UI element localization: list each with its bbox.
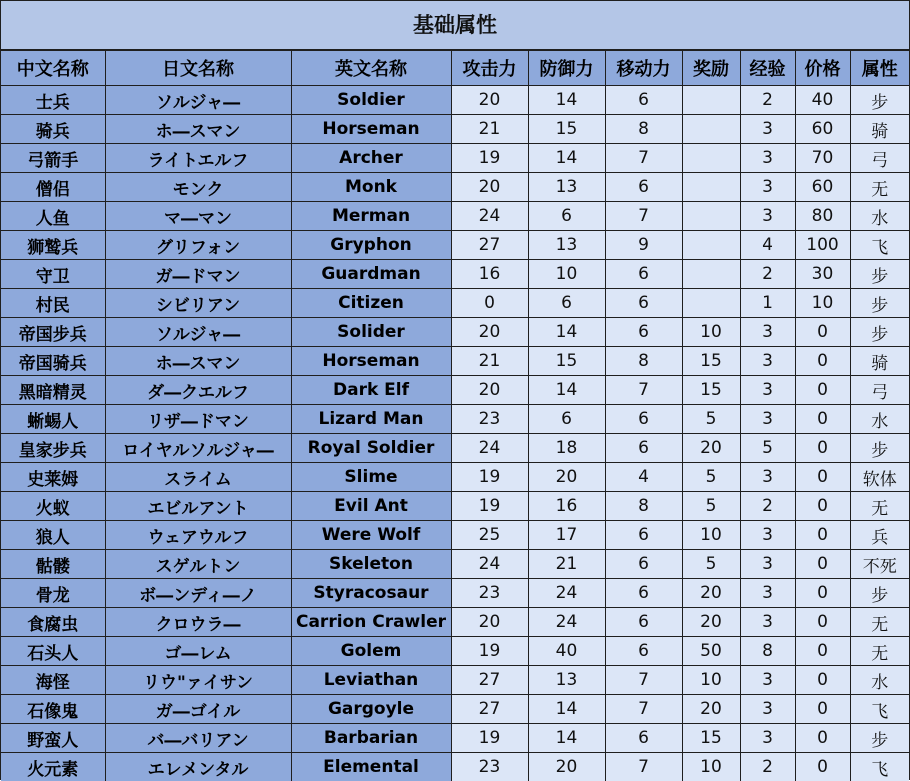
cell-attack: 20 xyxy=(451,608,528,637)
table-row xyxy=(1,492,909,521)
cell-chinese-name: 食腐虫 xyxy=(1,608,105,637)
header-price: 价格 xyxy=(795,51,850,86)
cell-move: 7 xyxy=(605,666,682,695)
cell-exp: 2 xyxy=(740,753,795,781)
cell-move: 7 xyxy=(605,202,682,231)
cell-attribute: 步 xyxy=(850,86,909,115)
cell-defense: 6 xyxy=(528,202,605,231)
cell-japanese-name: ボ―ンディ―ノ xyxy=(105,579,291,608)
cell-attack: 27 xyxy=(451,231,528,260)
cell-defense: 20 xyxy=(528,753,605,781)
cell-english-name: Gargoyle xyxy=(291,695,451,724)
cell-english-name: Merman xyxy=(291,202,451,231)
cell-exp: 3 xyxy=(740,173,795,202)
cell-chinese-name: 狮鹫兵 xyxy=(1,231,105,260)
cell-attribute: 飞 xyxy=(850,753,909,781)
table-row xyxy=(1,376,909,405)
cell-japanese-name: グリフォン xyxy=(105,231,291,260)
cell-reward xyxy=(682,144,740,173)
cell-attack: 27 xyxy=(451,695,528,724)
cell-defense: 14 xyxy=(528,144,605,173)
table-row xyxy=(1,289,909,318)
cell-reward xyxy=(682,289,740,318)
cell-exp: 4 xyxy=(740,231,795,260)
cell-reward: 15 xyxy=(682,724,740,753)
header-attribute: 属性 xyxy=(850,51,909,86)
cell-english-name: Soldier xyxy=(291,86,451,115)
cell-move: 6 xyxy=(605,86,682,115)
table-row xyxy=(1,724,909,753)
cell-move: 4 xyxy=(605,463,682,492)
cell-reward: 5 xyxy=(682,405,740,434)
cell-chinese-name: 史莱姆 xyxy=(1,463,105,492)
cell-english-name: Elemental xyxy=(291,753,451,781)
cell-attack: 19 xyxy=(451,637,528,666)
cell-english-name: Leviathan xyxy=(291,666,451,695)
cell-chinese-name: 骑兵 xyxy=(1,115,105,144)
cell-price: 40 xyxy=(795,86,850,115)
cell-japanese-name: スゲルトン xyxy=(105,550,291,579)
cell-defense: 24 xyxy=(528,579,605,608)
cell-chinese-name: 狼人 xyxy=(1,521,105,550)
cell-chinese-name: 骨龙 xyxy=(1,579,105,608)
header-reward: 奖励 xyxy=(682,51,740,86)
cell-english-name: Monk xyxy=(291,173,451,202)
cell-price: 0 xyxy=(795,521,850,550)
header-row xyxy=(1,51,909,86)
cell-japanese-name: マ―マン xyxy=(105,202,291,231)
cell-move: 7 xyxy=(605,753,682,781)
cell-move: 9 xyxy=(605,231,682,260)
cell-price: 0 xyxy=(795,753,850,781)
cell-attack: 24 xyxy=(451,202,528,231)
cell-defense: 21 xyxy=(528,550,605,579)
header-japanese-name: 日文名称 xyxy=(105,51,291,86)
cell-defense: 14 xyxy=(528,86,605,115)
cell-move: 6 xyxy=(605,405,682,434)
cell-defense: 14 xyxy=(528,695,605,724)
table-row xyxy=(1,521,909,550)
cell-price: 60 xyxy=(795,173,850,202)
cell-exp: 3 xyxy=(740,579,795,608)
cell-attribute: 弓 xyxy=(850,144,909,173)
cell-attribute: 步 xyxy=(850,434,909,463)
cell-exp: 3 xyxy=(740,202,795,231)
cell-reward: 5 xyxy=(682,463,740,492)
cell-attribute: 骑 xyxy=(850,347,909,376)
cell-move: 6 xyxy=(605,608,682,637)
cell-reward xyxy=(682,86,740,115)
cell-chinese-name: 帝国骑兵 xyxy=(1,347,105,376)
header-chinese-name: 中文名称 xyxy=(1,51,105,86)
cell-exp: 2 xyxy=(740,86,795,115)
cell-attribute: 无 xyxy=(850,637,909,666)
table-row xyxy=(1,753,909,781)
header-english-name: 英文名称 xyxy=(291,51,451,86)
cell-reward: 15 xyxy=(682,376,740,405)
cell-reward: 10 xyxy=(682,318,740,347)
cell-defense: 13 xyxy=(528,173,605,202)
table-row xyxy=(1,347,909,376)
header-defense: 防御力 xyxy=(528,51,605,86)
cell-chinese-name: 黑暗精灵 xyxy=(1,376,105,405)
cell-english-name: Golem xyxy=(291,637,451,666)
cell-chinese-name: 人鱼 xyxy=(1,202,105,231)
cell-japanese-name: エレメンタル xyxy=(105,753,291,781)
cell-price: 60 xyxy=(795,115,850,144)
cell-exp: 3 xyxy=(740,144,795,173)
cell-reward: 20 xyxy=(682,434,740,463)
cell-japanese-name: クロウラ― xyxy=(105,608,291,637)
cell-move: 6 xyxy=(605,318,682,347)
cell-price: 0 xyxy=(795,376,850,405)
cell-exp: 3 xyxy=(740,318,795,347)
cell-attribute: 软体 xyxy=(850,463,909,492)
cell-japanese-name: ゴ―レム xyxy=(105,637,291,666)
cell-move: 6 xyxy=(605,289,682,318)
cell-defense: 10 xyxy=(528,260,605,289)
cell-reward: 50 xyxy=(682,637,740,666)
cell-attack: 21 xyxy=(451,115,528,144)
cell-attribute: 无 xyxy=(850,173,909,202)
cell-reward: 20 xyxy=(682,579,740,608)
cell-attribute: 无 xyxy=(850,608,909,637)
cell-attribute: 步 xyxy=(850,260,909,289)
cell-reward: 10 xyxy=(682,666,740,695)
cell-reward xyxy=(682,260,740,289)
cell-attack: 0 xyxy=(451,289,528,318)
cell-english-name: Barbarian xyxy=(291,724,451,753)
cell-japanese-name: ホ―スマン xyxy=(105,115,291,144)
cell-chinese-name: 骷髅 xyxy=(1,550,105,579)
cell-english-name: Dark Elf xyxy=(291,376,451,405)
cell-english-name: Citizen xyxy=(291,289,451,318)
cell-japanese-name: シビリアン xyxy=(105,289,291,318)
header-exp: 经验 xyxy=(740,51,795,86)
cell-defense: 17 xyxy=(528,521,605,550)
cell-move: 8 xyxy=(605,115,682,144)
cell-chinese-name: 火元素 xyxy=(1,753,105,781)
cell-japanese-name: ガ―ゴイル xyxy=(105,695,291,724)
cell-english-name: Horseman xyxy=(291,347,451,376)
cell-chinese-name: 海怪 xyxy=(1,666,105,695)
cell-reward: 10 xyxy=(682,521,740,550)
cell-defense: 6 xyxy=(528,289,605,318)
cell-price: 0 xyxy=(795,434,850,463)
cell-move: 8 xyxy=(605,492,682,521)
cell-attribute: 兵 xyxy=(850,521,909,550)
cell-attribute: 不死 xyxy=(850,550,909,579)
cell-defense: 14 xyxy=(528,318,605,347)
cell-reward xyxy=(682,115,740,144)
cell-price: 80 xyxy=(795,202,850,231)
cell-price: 0 xyxy=(795,724,850,753)
attribute-table xyxy=(1,50,909,781)
cell-attack: 16 xyxy=(451,260,528,289)
cell-english-name: Lizard Man xyxy=(291,405,451,434)
cell-attribute: 步 xyxy=(850,579,909,608)
cell-attack: 23 xyxy=(451,579,528,608)
cell-reward: 5 xyxy=(682,550,740,579)
table-row xyxy=(1,695,909,724)
cell-defense: 40 xyxy=(528,637,605,666)
cell-exp: 3 xyxy=(740,405,795,434)
cell-exp: 3 xyxy=(740,376,795,405)
cell-japanese-name: ロイヤルソルジャ― xyxy=(105,434,291,463)
cell-japanese-name: ソルジャ― xyxy=(105,86,291,115)
cell-move: 6 xyxy=(605,173,682,202)
cell-defense: 18 xyxy=(528,434,605,463)
cell-exp: 3 xyxy=(740,521,795,550)
cell-reward xyxy=(682,173,740,202)
table-row xyxy=(1,637,909,666)
cell-exp: 2 xyxy=(740,492,795,521)
cell-defense: 6 xyxy=(528,405,605,434)
cell-exp: 3 xyxy=(740,550,795,579)
cell-english-name: Carrion Crawler xyxy=(291,608,451,637)
cell-attribute: 步 xyxy=(850,724,909,753)
cell-chinese-name: 石像鬼 xyxy=(1,695,105,724)
cell-move: 6 xyxy=(605,579,682,608)
cell-attack: 23 xyxy=(451,405,528,434)
cell-exp: 2 xyxy=(740,260,795,289)
cell-defense: 16 xyxy=(528,492,605,521)
cell-attribute: 无 xyxy=(850,492,909,521)
cell-english-name: Gryphon xyxy=(291,231,451,260)
cell-attribute: 飞 xyxy=(850,231,909,260)
cell-japanese-name: エビルアント xyxy=(105,492,291,521)
cell-price: 10 xyxy=(795,289,850,318)
cell-japanese-name: リウ"ァイサン xyxy=(105,666,291,695)
cell-japanese-name: ライトエルフ xyxy=(105,144,291,173)
cell-move: 7 xyxy=(605,376,682,405)
cell-reward xyxy=(682,202,740,231)
cell-defense: 20 xyxy=(528,463,605,492)
cell-attack: 19 xyxy=(451,724,528,753)
cell-attack: 25 xyxy=(451,521,528,550)
table-row xyxy=(1,144,909,173)
cell-chinese-name: 火蚁 xyxy=(1,492,105,521)
cell-chinese-name: 皇家步兵 xyxy=(1,434,105,463)
cell-attack: 20 xyxy=(451,376,528,405)
cell-defense: 13 xyxy=(528,666,605,695)
table-row xyxy=(1,173,909,202)
cell-english-name: Evil Ant xyxy=(291,492,451,521)
cell-price: 0 xyxy=(795,347,850,376)
cell-japanese-name: ダ―クエルフ xyxy=(105,376,291,405)
cell-english-name: Guardman xyxy=(291,260,451,289)
header-move: 移动力 xyxy=(605,51,682,86)
cell-reward: 15 xyxy=(682,347,740,376)
cell-move: 6 xyxy=(605,637,682,666)
cell-reward: 20 xyxy=(682,608,740,637)
cell-japanese-name: ソルジャ― xyxy=(105,318,291,347)
cell-japanese-name: バ―バリアン xyxy=(105,724,291,753)
cell-price: 0 xyxy=(795,579,850,608)
sheet-title: 基础属性 xyxy=(1,1,909,50)
cell-chinese-name: 僧侣 xyxy=(1,173,105,202)
cell-attribute: 骑 xyxy=(850,115,909,144)
cell-defense: 14 xyxy=(528,724,605,753)
cell-exp: 3 xyxy=(740,347,795,376)
cell-chinese-name: 士兵 xyxy=(1,86,105,115)
table-row xyxy=(1,463,909,492)
cell-price: 0 xyxy=(795,637,850,666)
cell-japanese-name: ガ―ドマン xyxy=(105,260,291,289)
cell-japanese-name: ウェアウルフ xyxy=(105,521,291,550)
cell-chinese-name: 守卫 xyxy=(1,260,105,289)
cell-english-name: Horseman xyxy=(291,115,451,144)
cell-exp: 3 xyxy=(740,695,795,724)
header-attack: 攻击力 xyxy=(451,51,528,86)
cell-attack: 21 xyxy=(451,347,528,376)
cell-move: 6 xyxy=(605,550,682,579)
cell-move: 6 xyxy=(605,724,682,753)
cell-reward: 5 xyxy=(682,492,740,521)
cell-price: 0 xyxy=(795,666,850,695)
cell-english-name: Styracosaur xyxy=(291,579,451,608)
cell-price: 0 xyxy=(795,550,850,579)
cell-english-name: Archer xyxy=(291,144,451,173)
cell-chinese-name: 石头人 xyxy=(1,637,105,666)
table-body xyxy=(1,86,909,781)
cell-move: 7 xyxy=(605,695,682,724)
table-row xyxy=(1,434,909,463)
cell-attack: 24 xyxy=(451,434,528,463)
cell-attack: 20 xyxy=(451,86,528,115)
cell-chinese-name: 弓箭手 xyxy=(1,144,105,173)
cell-attribute: 弓 xyxy=(850,376,909,405)
cell-attribute: 步 xyxy=(850,289,909,318)
cell-defense: 14 xyxy=(528,376,605,405)
cell-attribute: 步 xyxy=(850,318,909,347)
cell-move: 6 xyxy=(605,521,682,550)
cell-english-name: Royal Soldier xyxy=(291,434,451,463)
cell-exp: 3 xyxy=(740,463,795,492)
cell-defense: 15 xyxy=(528,115,605,144)
table-row xyxy=(1,318,909,347)
cell-move: 8 xyxy=(605,347,682,376)
cell-japanese-name: モンク xyxy=(105,173,291,202)
cell-attack: 27 xyxy=(451,666,528,695)
table-row xyxy=(1,86,909,115)
cell-english-name: Skeleton xyxy=(291,550,451,579)
cell-defense: 15 xyxy=(528,347,605,376)
table-row xyxy=(1,579,909,608)
cell-reward xyxy=(682,231,740,260)
cell-price: 0 xyxy=(795,608,850,637)
cell-exp: 3 xyxy=(740,666,795,695)
table-row xyxy=(1,260,909,289)
cell-english-name: Slime xyxy=(291,463,451,492)
cell-english-name: Solider xyxy=(291,318,451,347)
cell-attribute: 飞 xyxy=(850,695,909,724)
cell-price: 70 xyxy=(795,144,850,173)
cell-exp: 5 xyxy=(740,434,795,463)
cell-price: 0 xyxy=(795,405,850,434)
cell-move: 6 xyxy=(605,434,682,463)
table-row xyxy=(1,405,909,434)
table-row xyxy=(1,608,909,637)
cell-price: 100 xyxy=(795,231,850,260)
cell-exp: 3 xyxy=(740,724,795,753)
cell-price: 0 xyxy=(795,695,850,724)
cell-exp: 8 xyxy=(740,637,795,666)
cell-chinese-name: 蜥蜴人 xyxy=(1,405,105,434)
cell-move: 6 xyxy=(605,260,682,289)
table-row xyxy=(1,231,909,260)
cell-defense: 24 xyxy=(528,608,605,637)
cell-chinese-name: 村民 xyxy=(1,289,105,318)
cell-chinese-name: 帝国步兵 xyxy=(1,318,105,347)
cell-reward: 20 xyxy=(682,695,740,724)
cell-price: 0 xyxy=(795,318,850,347)
cell-attack: 24 xyxy=(451,550,528,579)
cell-exp: 1 xyxy=(740,289,795,318)
cell-attack: 20 xyxy=(451,318,528,347)
table-row xyxy=(1,666,909,695)
cell-japanese-name: スライム xyxy=(105,463,291,492)
cell-chinese-name: 野蛮人 xyxy=(1,724,105,753)
cell-attack: 19 xyxy=(451,492,528,521)
cell-attack: 19 xyxy=(451,463,528,492)
cell-exp: 3 xyxy=(740,608,795,637)
cell-exp: 3 xyxy=(740,115,795,144)
cell-english-name: Were Wolf xyxy=(291,521,451,550)
cell-attribute: 水 xyxy=(850,405,909,434)
cell-reward: 10 xyxy=(682,753,740,781)
cell-attack: 23 xyxy=(451,753,528,781)
cell-attribute: 水 xyxy=(850,202,909,231)
cell-price: 0 xyxy=(795,463,850,492)
cell-attack: 20 xyxy=(451,173,528,202)
cell-japanese-name: ホ―スマン xyxy=(105,347,291,376)
cell-defense: 13 xyxy=(528,231,605,260)
cell-price: 0 xyxy=(795,492,850,521)
cell-attack: 19 xyxy=(451,144,528,173)
cell-price: 30 xyxy=(795,260,850,289)
table-row xyxy=(1,115,909,144)
table-row xyxy=(1,550,909,579)
cell-move: 7 xyxy=(605,144,682,173)
cell-japanese-name: リザ―ドマン xyxy=(105,405,291,434)
cell-attribute: 水 xyxy=(850,666,909,695)
table-row xyxy=(1,202,909,231)
